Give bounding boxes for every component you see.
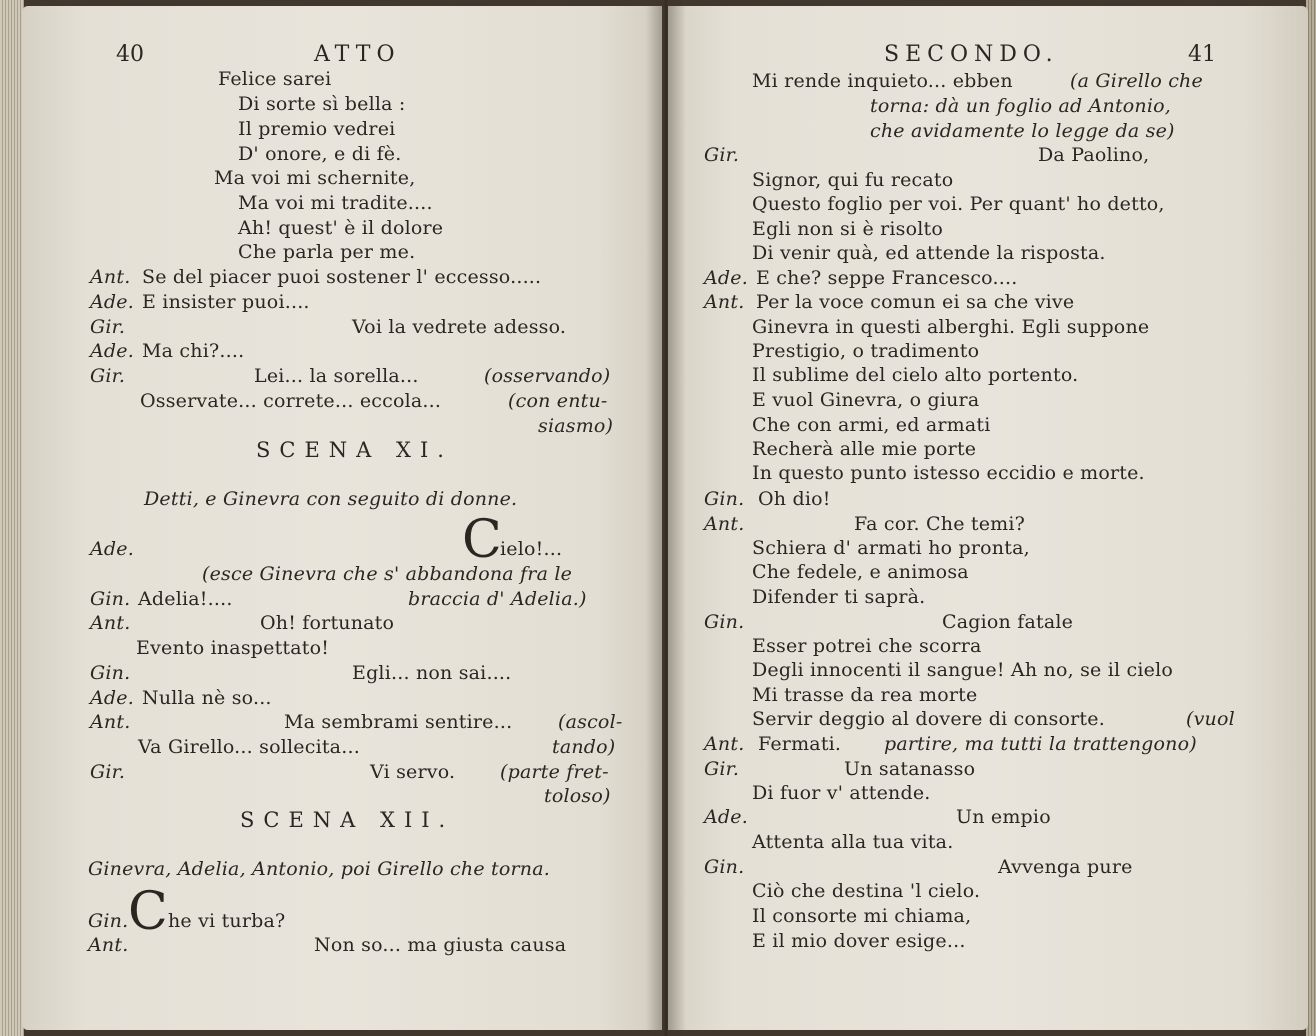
scene-title: SCENA XI. xyxy=(256,438,453,462)
speaker: Gir. xyxy=(704,144,740,166)
dialog-text: Mi trasse da rea morte xyxy=(752,684,978,706)
page-number: 41 xyxy=(1188,42,1216,67)
verse-line: Ma voi mi tradite.... xyxy=(238,192,433,214)
dialog-text: Vi servo. xyxy=(370,761,456,783)
speaker: Ade. xyxy=(90,538,134,560)
dialog-text: Il sublime del cielo alto portento. xyxy=(752,364,1079,386)
speaker: Gir. xyxy=(704,758,740,780)
stage-direction: tando) xyxy=(552,736,616,758)
dialog-text: Egli... non sai.... xyxy=(352,662,512,684)
dialog-text: Schiera d' armati ho pronta, xyxy=(752,537,1030,559)
verse-line: Il premio vedrei xyxy=(238,118,396,140)
dialog-text: Evento inaspettato! xyxy=(136,637,330,659)
running-head: SECONDO. xyxy=(884,42,1059,67)
scene-cast: Detti, e Ginevra con seguito di donne. xyxy=(144,488,518,510)
speaker: Ant. xyxy=(704,513,745,535)
dialog-text: Avvenga pure xyxy=(998,856,1133,878)
dialog-text: Voi la vedrete adesso. xyxy=(352,316,567,338)
speaker: Ade. xyxy=(90,340,134,362)
dialog-text: Ciò che destina 'l cielo. xyxy=(752,880,981,902)
stage-direction: (a Girello che xyxy=(1070,70,1203,92)
dialog-text: Di venir quà, ed attende la risposta. xyxy=(752,242,1106,264)
speaker: Gin. xyxy=(90,588,131,610)
speaker: Gin. xyxy=(704,856,745,878)
verse-line: D' onore, e di fè. xyxy=(238,143,402,165)
dialog-text: ielo!... xyxy=(500,538,563,560)
dialog-text: Per la voce comun ei sa che vive xyxy=(756,291,1075,313)
dialog-text: Mi rende inquieto... ebben xyxy=(752,70,1013,92)
dialog-text: Ma sembrami sentire... xyxy=(284,711,513,733)
speaker: Ade. xyxy=(90,687,134,709)
speaker: Gin. xyxy=(704,611,745,633)
stage-direction: (osservando) xyxy=(484,365,611,387)
dialog-text: Da Paolino, xyxy=(1038,144,1150,166)
speaker: Ant. xyxy=(90,266,131,288)
dialog-text: Oh dio! xyxy=(758,488,831,510)
dialog-text: Un satanasso xyxy=(844,758,976,780)
scene-title: SCENA XII. xyxy=(240,808,455,832)
dialog-text: Oh! fortunato xyxy=(260,612,395,634)
dialog-text: Lei... la sorella... xyxy=(254,365,419,387)
dialog-text: Non so... ma giusta causa xyxy=(314,934,567,956)
drop-capital: C xyxy=(462,510,502,570)
dialog-text: Che con armi, ed armati xyxy=(752,414,991,436)
dialog-text: Fa cor. Che temi? xyxy=(854,513,1026,535)
dialog-text: Adelia!.... xyxy=(138,588,233,610)
dialog-text: Esser potrei che scorra xyxy=(752,635,982,657)
stage-direction: braccia d' Adelia.) xyxy=(408,588,587,610)
stage-direction: toloso) xyxy=(544,785,611,807)
speaker: Ade. xyxy=(90,291,134,313)
dialog-text: E vuol Ginevra, o giura xyxy=(752,389,980,411)
dialog-text: Attenta alla tua vita. xyxy=(752,831,954,853)
dialog-text: In questo punto istesso eccidio e morte. xyxy=(752,462,1145,484)
dialog-text: Ma chi?.... xyxy=(142,340,245,362)
stage-direction: (esce Ginevra che s' abbandona fra le xyxy=(202,563,573,585)
speaker: Gir. xyxy=(90,316,126,338)
dialog-text: E il mio dover esige... xyxy=(752,930,966,952)
page-edges-left xyxy=(0,0,24,1036)
dialog-text: Fermati. xyxy=(758,733,842,755)
scene-cast: Ginevra, Adelia, Antonio, poi Girello che torna. xyxy=(88,858,550,880)
right-page xyxy=(668,6,1308,1030)
verse-line: Ah! quest' è il dolore xyxy=(238,217,444,239)
verse-line: Che parla per me. xyxy=(238,241,416,263)
speaker: Gir. xyxy=(90,365,126,387)
stage-direction: partire, ma tutti la trattengono) xyxy=(884,733,1197,755)
dialog-text: Osservate... correte... eccola... xyxy=(140,390,442,412)
dialog-text: Prestigio, o tradimento xyxy=(752,340,980,362)
stage-direction: siasmo) xyxy=(538,415,614,437)
verse-line: Felice sarei xyxy=(218,68,332,90)
dialog-text: Recherà alle mie porte xyxy=(752,438,977,460)
running-head: ATTO xyxy=(314,42,401,67)
dialog-text: Di fuor v' attende. xyxy=(752,782,931,804)
dialog-text: Servir deggio al dovere di consorte. xyxy=(752,708,1105,730)
stage-direction: torna: dà un foglio ad Antonio, xyxy=(870,95,1172,117)
dialog-text: Signor, qui fu recato xyxy=(752,169,954,191)
speaker: Ade. xyxy=(704,267,748,289)
dialog-text: Se del piacer puoi sostener l' eccesso..... xyxy=(142,266,542,288)
speaker: Ant. xyxy=(704,291,745,313)
dialog-text: Degli innocenti il sangue! Ah no, se il cielo xyxy=(752,659,1173,681)
speaker: Gin. xyxy=(90,662,131,684)
verse-line: Ma voi mi schernite, xyxy=(214,167,416,189)
dialog-text: Egli non si è risolto xyxy=(752,218,944,240)
stage-direction: (con entu- xyxy=(508,390,608,412)
dialog-text: Che fedele, e animosa xyxy=(752,561,969,583)
dialog-text: he vi turba? xyxy=(168,910,286,932)
dialog-text: Il consorte mi chiama, xyxy=(752,905,972,927)
speaker: Ant. xyxy=(90,711,131,733)
stage-direction: (ascol- xyxy=(558,711,623,733)
speaker: Gin. xyxy=(704,488,745,510)
page-number: 40 xyxy=(116,42,144,67)
speaker: Ant. xyxy=(88,934,129,956)
dialog-text: Va Girello... sollecita... xyxy=(138,736,360,758)
dialog-text: E insister puoi.... xyxy=(142,291,310,313)
stage-direction: (vuol xyxy=(1186,708,1235,730)
speaker: Gin. xyxy=(88,910,129,932)
drop-capital: C xyxy=(128,882,168,942)
stage-direction: che avidamente lo legge da se) xyxy=(870,120,1175,142)
stage-direction: (parte fret- xyxy=(500,761,609,783)
speaker: Ant. xyxy=(90,612,131,634)
dialog-text: Nulla nè so... xyxy=(142,687,272,709)
speaker: Ade. xyxy=(704,806,748,828)
dialog-text: Ginevra in questi alberghi. Egli suppone xyxy=(752,316,1150,338)
dialog-text: Questo foglio per voi. Per quant' ho detto, xyxy=(752,193,1165,215)
speaker: Gir. xyxy=(90,761,126,783)
verse-line: Di sorte sì bella : xyxy=(238,93,406,115)
dialog-text: E che? seppe Francesco.... xyxy=(756,267,1018,289)
speaker: Ant. xyxy=(704,733,745,755)
dialog-text: Cagion fatale xyxy=(942,611,1074,633)
left-page xyxy=(22,6,662,1030)
dialog-text: Difender ti saprà. xyxy=(752,586,926,608)
dialog-text: Un empio xyxy=(956,806,1051,828)
